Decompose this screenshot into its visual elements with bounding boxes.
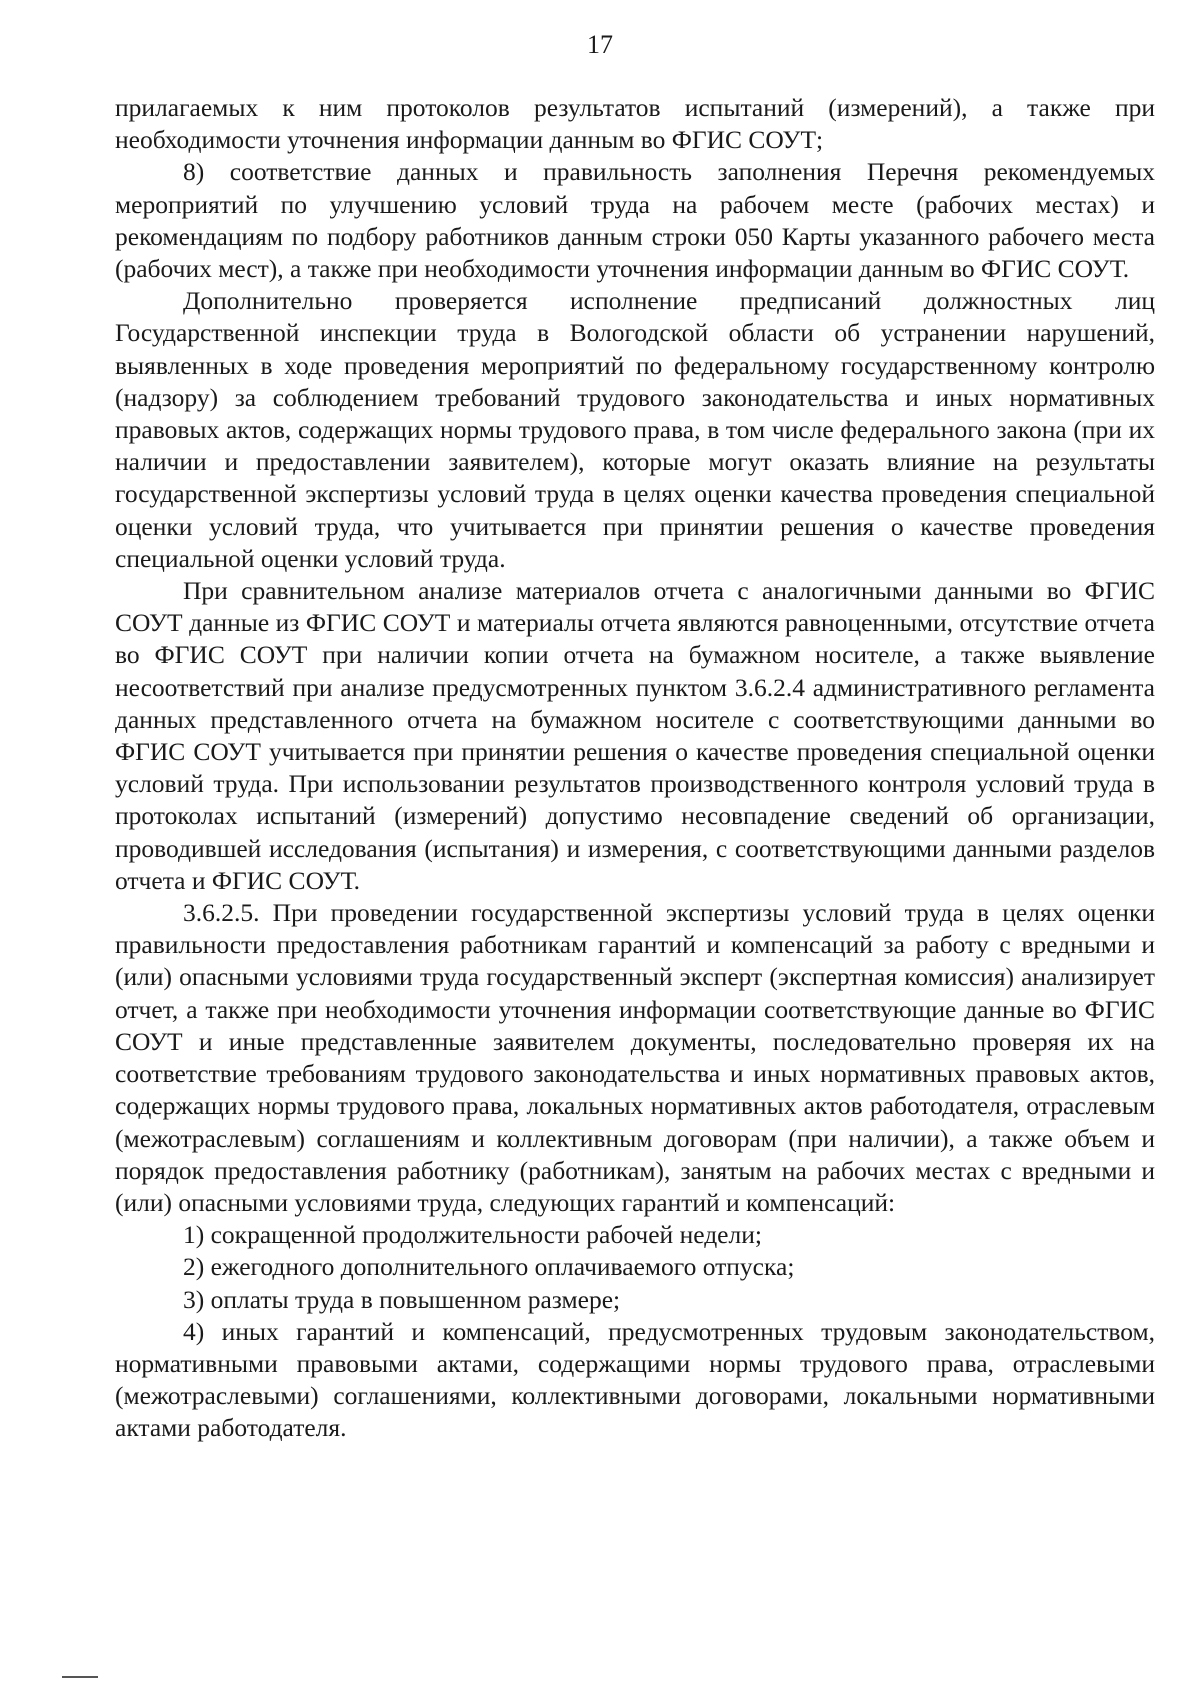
scan-edge-mark xyxy=(62,1676,98,1678)
paragraph-item-8: 8) соответствие данных и правильность заполнения Перечня рекомендуемых мероприятий по улучшению условий труда на рабочем месте (рабочих местах) и рекомендациям по подбору работников данным строки 050 Карты указанного рабочего места (рабочих мест), а также при необходимости уточнения информации данным во ФГИС СОУТ. xyxy=(115,157,1155,284)
paragraph-3-6-2-5: 3.6.2.5. При проведении государственной экспертизы условий труда в целях оценки правильности предоставления работникам гарантий и компенсаций за работу с вредными и (или) опасными условиями труда государственный эксперт (экспертная комиссия) анализирует отчет, а также при необходимости уточнения информации соответствующие данные во ФГИС СОУТ и иные представленные заявителем документы, последовательно проверяя их на соответствие требованиям трудового законодательства и иных нормативных правовых актов, содержащих нормы трудового права, локальных нормативных актов работодателя, отраслевым (межотраслевым) соглашениям и коллективным договорам (при наличии), а также объем и порядок предоставления работнику (работникам), занятым на рабочих местах с вредными и (или) опасными условиями труда, следующих гарантий и компенсаций: xyxy=(115,898,1155,1217)
paragraph-additional-check: Дополнительно проверяется исполнение предписаний должностных лиц Государственной инспекции труда в Вологодской области об устранении нарушений, выявленных в ходе проведения мероприятий по федеральному государственному контролю (надзору) за соблюдением требований трудового законодательства и иных нормативных правовых актов, содержащих нормы трудового права, в том числе федерального закона (при их наличии и предоставлении заявителем), которые могут оказать влияние на результаты государственной экспертизы условий труда в целях оценки качества проведения специальной оценки условий труда, что учитывается при принятии решения о качестве проведения специальной оценки условий труда. xyxy=(115,286,1155,573)
list-item-1: 1) сокращенной продолжительности рабочей недели; xyxy=(183,1220,762,1250)
list-item-3: 3) оплаты труда в повышенном размере; xyxy=(183,1284,621,1314)
list-item-2: 2) ежегодного дополнительного оплачиваемого отпуска; xyxy=(183,1252,795,1282)
page-number: 17 xyxy=(587,30,613,59)
document-body xyxy=(115,92,1155,1445)
paragraph-continuation: прилагаемых к ним протоколов результатов испытаний (измерений), а также при необходимости уточнения информации данным во ФГИС СОУТ; xyxy=(115,93,1155,155)
paragraph-comparative-analysis: При сравнительном анализе материалов отчета с аналогичными данными во ФГИС СОУТ данные из ФГИС СОУТ и материалы отчета являются равноценными, отсутствие отчета во ФГИС СОУТ при наличии копии отчета на бумажном носителе, а также выявление несоответствий при анализе предусмотренных пунктом 3.6.2.4 административного регламента данных представленного отчета на бумажном носителе с соответствующими данными во ФГИС СОУТ учитывается при принятии решения о качестве проведения специальной оценки условий труда. При использовании результатов производственного контроля условий труда в протоколах испытаний (измерений) допустимо несовпадение сведений об организации, проводившей исследования (испытания) и измерения, с соответствующими данными разделов отчета и ФГИС СОУТ. xyxy=(115,576,1155,895)
list-item-4: 4) иных гарантий и компенсаций, предусмотренных трудовым законодательством, нормативными правовыми актами, содержащими нормы трудового права, отраслевыми (межотраслевыми) соглашениями, коллективными договорами, локальными нормативными актами работодателя. xyxy=(115,1316,1155,1443)
